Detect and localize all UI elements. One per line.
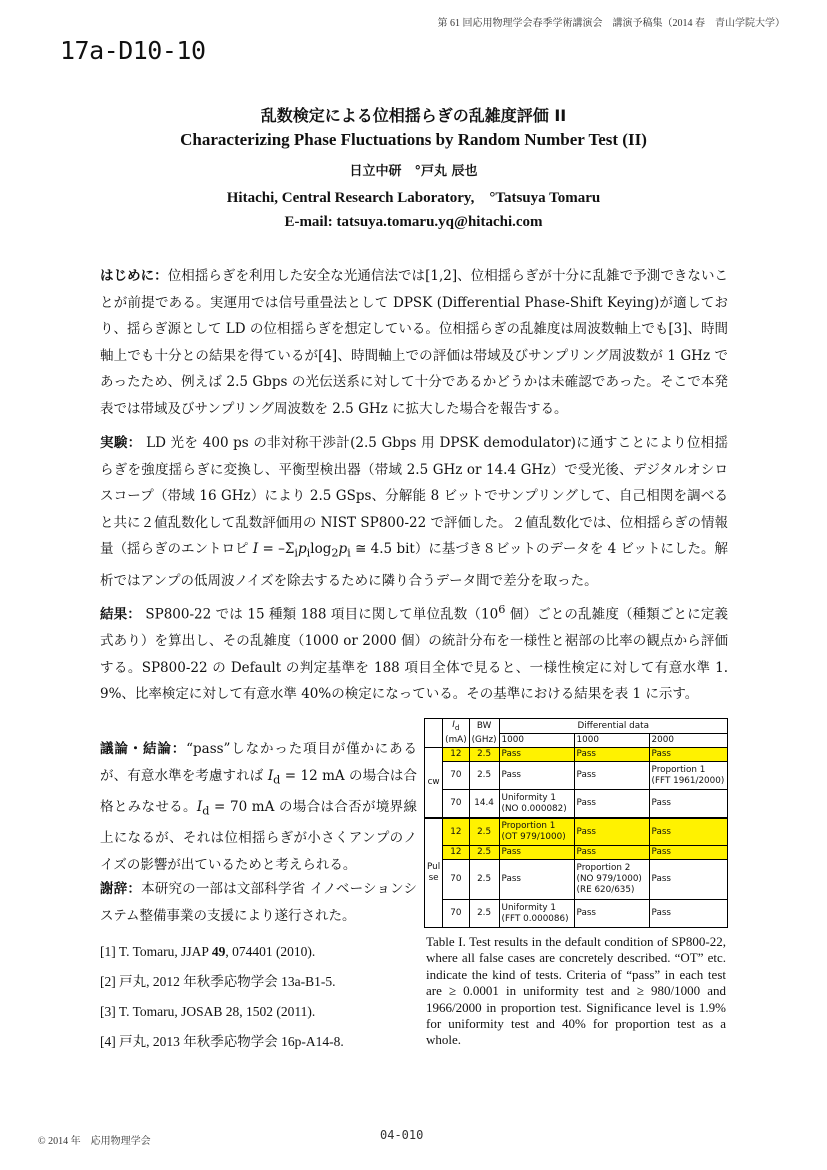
section-heading-introduction: はじめに：	[100, 268, 168, 284]
formula-sub: i	[306, 547, 311, 561]
reference-text: [1] T. Tomaru, JJAP	[100, 944, 212, 959]
affiliation: Hitachi, Central Research Laboratory, °Tatsuya Tomaru	[226, 190, 601, 206]
table-row	[425, 860, 728, 900]
page-number: 04-010	[380, 1128, 424, 1142]
authors-japanese: 日立中研 °戸丸 辰也	[349, 164, 478, 179]
superscript: 6	[498, 603, 506, 616]
formula-p: p	[297, 541, 307, 558]
reference-item	[100, 1002, 420, 1032]
conference-header: 第 61 回応用物理学会春季学術講演会 講演予稿集（2014 春 青山学院大学）	[437, 18, 785, 29]
reference-list	[100, 942, 420, 1062]
table-row	[425, 748, 728, 762]
table-cell: 14.4	[469, 790, 499, 818]
section-body-discussion: “pass”しなかった項目が僅かにあるが、有意水準を考慮すれば	[100, 741, 418, 784]
section-acknowledgment	[100, 876, 417, 929]
reference-text: [3] T. Tomaru, JOSAB 28, 1502 (2011).	[100, 1004, 316, 1019]
table-group-pulse: Pul se	[425, 818, 443, 928]
symbol-Id: I	[196, 798, 203, 815]
table-cell: Pass	[499, 748, 574, 762]
table-caption: Table I. Test results in the default condition of SP800-22, where all false cases are concretely described. “OT” etc. indicate the kind of tests. Criteria of “pass” in each test are ≥ 0.0001 in uniformity test and ≥ 980/1000 and 1966/2000 in proportion test. Significance level is 1.9% for uniformity test and 40% for proportion test as a whole.	[426, 934, 726, 1048]
table-cell: Pass	[574, 818, 649, 846]
section-heading-experiment: 実験：	[100, 435, 142, 451]
section-body-experiment-cont: に基づき８ビットのデータを 4 ビットにした。解析ではアンプの低周波ノイズを除去するために隣り合うデータ間で差分を取った。	[100, 541, 728, 589]
section-body-results: SP800-22 では 15 種類 188 項目に関して単位乱数（10	[140, 606, 499, 623]
table-row	[425, 818, 728, 846]
table-header-bw: BW	[469, 719, 499, 734]
table-cell: 70	[443, 762, 469, 790]
reference-item	[100, 942, 420, 972]
section-body-introduction: 位相揺らぎを利用した安全な光通信法では[1,2]、位相揺らぎが十分に乱雑で予測できないことが前提である。実運用では信号重畳法として DPSK (Differential Phase-Shift Keying)が適しており、揺らぎ源として LD の位相揺らぎを想定している。位相揺らぎの乱雑度は周波数軸上でも[3]、時間軸上でも十分との結果を得ているが[4]、時間軸上での評価は帯域及びサンプリング周波数が 1 GHz であったため、例えば 2.5 Gbps の光伝送系に対して十分であるかどうかは未確認であった。そこで本発表では帯域及びサンプリング周波数を 2.5 GHz に拡大した場合を報告する。	[100, 268, 728, 417]
formula-log: log	[310, 541, 332, 558]
table-corner	[425, 719, 443, 734]
header-Id-symbol: I	[452, 720, 455, 730]
section-body-discussion-cont: = 12 mA の場合は合格とみなせる。	[100, 767, 417, 815]
table-cell: 2.5	[469, 818, 499, 846]
formula-p: p	[338, 541, 348, 558]
table-header-id	[443, 719, 469, 734]
section-heading-acknowledgment: 謝辞：	[100, 881, 142, 897]
symbol-Id: I	[267, 767, 274, 784]
reference-text-end: , 074401 (2010).	[225, 944, 316, 959]
formula-sub: i	[294, 547, 298, 561]
table-cell: Pass	[574, 762, 649, 790]
reference-volume: 49	[211, 944, 226, 959]
formula-sub: 2	[331, 547, 339, 561]
table-header-diff: Differential data	[499, 719, 727, 734]
table-cell: Uniformity 1 (NO 0.000082)	[499, 790, 574, 818]
table-cell: Pass	[574, 900, 649, 928]
table-unit-ma: (mA)	[443, 734, 469, 748]
table-subheader-row	[425, 734, 728, 748]
table-row	[425, 790, 728, 818]
table-cell: Pass	[649, 790, 727, 818]
section-results	[100, 597, 728, 708]
table-header-row	[425, 719, 728, 734]
table-cell: 2.5	[469, 900, 499, 928]
table-col-1: 1000	[499, 734, 574, 748]
reference-item	[100, 972, 420, 1002]
reference-text: [2] 戸丸, 2012 年秋季応物学会 13a-B1-5.	[100, 974, 336, 989]
formula-sub: i	[347, 547, 351, 561]
results-table	[424, 718, 728, 928]
table-cell: 2.5	[469, 860, 499, 900]
header-Id-sub: d	[454, 722, 460, 732]
formula-approx: ≅ 4.5 bit）	[350, 541, 429, 558]
table-col-3: 2000	[649, 734, 727, 748]
section-body-acknowledgment: 本研究の一部は文部科学省 イノベーションシステム整備事業の支援により遂行された。	[100, 881, 417, 924]
table-cell: 70	[443, 860, 469, 900]
reference-item	[100, 1032, 420, 1062]
paper-id: 17a-D10-10	[60, 36, 206, 65]
table-cell: Uniformity 1 (FFT 0.000086)	[499, 900, 574, 928]
table-cell: Pass	[649, 818, 727, 846]
table-cell: 70	[443, 900, 469, 928]
table-cell: Proportion 1 (FFT 1961/2000)	[649, 762, 727, 790]
table-cell: 2.5	[469, 846, 499, 860]
section-body-results-cont: 個）ごとの乱雑度（種類ごとに定義式あり）を算出し、その乱雑度（1000 or 2000 個）の統計分布を一様性と裾部の比率の観点から評価する。SP800-22 の Default の判定基準を 188 項目全体で見ると、一様性検定に対して有意水準 1.9%、比率検定に対して有意水準 40%の検定になっている。その基準における結果を表 1 に示す。	[100, 606, 728, 703]
table-cell: 2.5	[469, 748, 499, 762]
title-japanese-main: 乱数検定による位相揺らぎの乱雑度評価	[260, 106, 549, 125]
table-cell: Pass	[649, 846, 727, 860]
formula-I: I	[252, 541, 259, 558]
title-japanese-roman: II	[548, 106, 567, 125]
section-experiment	[100, 430, 728, 594]
table-cell: Pass	[574, 846, 649, 860]
section-discussion	[100, 736, 417, 878]
section-body-experiment: LD 光を 400 ps の非対称干渉計(2.5 Gbps 用 DPSK demodulator)に通すことにより位相揺らぎを強度揺らぎに変換し、平衡型検出器（帯域 2.5 GHz or 14.4 GHz）で受光後、デジタルオシロスコープ（帯域 16 GHz）により 2.5 GSps、分解能 8 ビットでサンプリングして、自己相関を調べると共に２値乱数化して乱数評価用の NIST SP800-22 で評価した。２値乱数化では、位相揺らぎの情報量（揺らぎのエントロピ	[100, 435, 728, 558]
table-cell: 12	[443, 748, 469, 762]
table-cell: Proportion 1 (OT 979/1000)	[499, 818, 574, 846]
symbol-Id-sub: d	[273, 773, 281, 787]
table-cell: Pass	[649, 748, 727, 762]
table-row	[425, 762, 728, 790]
table-row	[425, 900, 728, 928]
table-group-cw: cw	[425, 748, 443, 818]
title-japanese	[0, 103, 827, 126]
table-cell: 70	[443, 790, 469, 818]
table-cell: Pass	[499, 846, 574, 860]
table-cell: Pass	[649, 860, 727, 900]
title-english: Characterizing Phase Fluctuations by Random Number Test (II)	[180, 130, 647, 149]
table-cell: 12	[443, 846, 469, 860]
table-cell: Pass	[574, 790, 649, 818]
section-introduction	[100, 263, 728, 423]
formula-eq: = –Σ	[258, 541, 295, 558]
section-heading-discussion: 議論・結論：	[100, 741, 187, 757]
table-cell: Proportion 2 (NO 979/1000) (RE 620/635)	[574, 860, 649, 900]
section-body-discussion-end: = 70 mA の場合は合否が境界線上になるが、それは位相揺らぎが小さくアンプのノイズの影響が出ているためと考えられる。	[100, 798, 417, 873]
table-cell: Pass	[649, 900, 727, 928]
email: E-mail: tatsuya.tomaru.yq@hitachi.com	[284, 214, 543, 230]
table-cell: Pass	[499, 762, 574, 790]
reference-text: [4] 戸丸, 2013 年秋季応物学会 16p-A14-8.	[100, 1034, 344, 1049]
table-col-2: 1000	[574, 734, 649, 748]
table-cell: 12	[443, 818, 469, 846]
table-unit-ghz: (GHz)	[469, 734, 499, 748]
table-cell: Pass	[499, 860, 574, 900]
copyright: © 2014 年 応用物理学会	[38, 1136, 151, 1147]
symbol-Id-sub: d	[202, 804, 210, 818]
table-corner	[425, 734, 443, 748]
section-heading-results: 結果：	[100, 606, 141, 623]
table-row	[425, 846, 728, 860]
table-cell: 2.5	[469, 762, 499, 790]
table-cell: Pass	[574, 748, 649, 762]
